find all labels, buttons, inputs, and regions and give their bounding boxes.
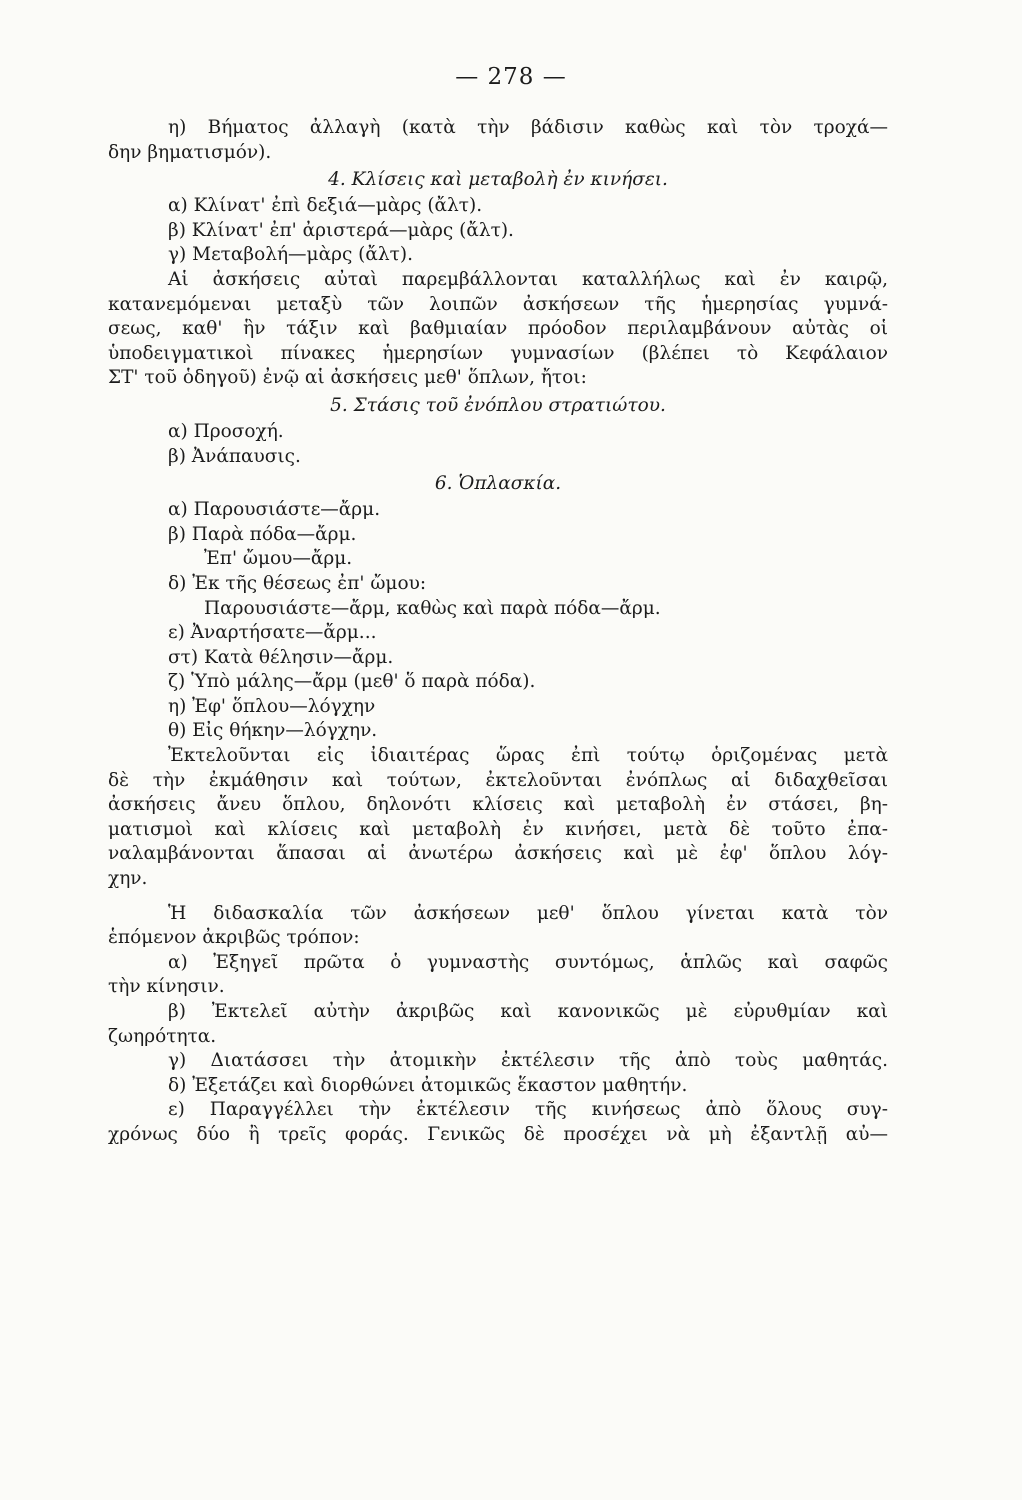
text-line: Αἱ ἀσκήσεις αὐταὶ παρεμβάλλονται καταλλήλως καὶ ἐν καιρῷ,: [168, 268, 888, 290]
text-line: ματισμοὶ καὶ κλίσεις καὶ μεταβολὴ ἐν κινήσει, μετὰ δὲ τοῦτο ἐπα-: [108, 818, 888, 840]
text-line: κατανεμόμεναι μεταξὺ τῶν λοιπῶν ἀσκήσεων τῆς ἡμερησίας γυμνά-: [108, 293, 888, 315]
text-line: δ) Ἐξετάζει καὶ διορθώνει ἀτομικῶς ἕκαστον μαθητήν.: [168, 1074, 688, 1096]
section-heading: 4. Κλίσεις καὶ μεταβολὴ ἐν κινήσει.: [328, 169, 668, 191]
text-line: ζ) Ὑπὸ μάλης—ἄρμ (μεθ' ὅ παρὰ πόδα).: [168, 671, 536, 693]
text-line: θ) Εἰς θήκην—λόγχην.: [168, 720, 378, 742]
text-line: α) Παρουσιάστε—ἄρμ.: [168, 499, 381, 521]
section-heading: 5. Στάσις τοῦ ἐνόπλου στρατιώτου.: [330, 394, 666, 416]
text-line: χρόνως δύο ἢ τρεῖς φοράς. Γενικῶς δὲ προσέχει νὰ μὴ ἐξαντλῇ αὐ—: [108, 1123, 888, 1145]
text-line: ζωηρότητα.: [108, 1025, 217, 1047]
text-line: ὑποδειγματικοὶ πίνακες ἡμερησίων γυμνασίων (βλέπει τὸ Κεφάλαιον: [108, 342, 888, 364]
text-line: ε) Παραγγέλλει τὴν ἐκτέλεσιν τῆς κινήσεως ἀπὸ ὅλους συγ-: [168, 1099, 888, 1121]
body-text: [108, 116, 888, 1148]
text-line: γ) Μεταβολή—μὰρς (ἄλτ).: [168, 244, 413, 266]
text-line: γ) Διατάσσει τὴν ἀτομικὴν ἐκτέλεσιν τῆς ἀπὸ τοὺς μαθητάς.: [168, 1050, 888, 1072]
text-line: β) Ἐκτελεῖ αὐτὴν ἀκριβῶς καὶ κανονικῶς μὲ εὐρυθμίαν καὶ: [168, 1001, 888, 1022]
text-line: β) Ἀνάπαυσις.: [168, 445, 301, 467]
text-line: χην.: [108, 868, 148, 890]
text-line: ἀσκήσεις ἄνευ ὅπλου, δηλονότι κλίσεις καὶ μεταβολὴ ἐν στάσει, βη-: [108, 794, 888, 816]
text-line: ἑπόμενον ἀκριβῶς τρόπον:: [108, 927, 360, 949]
section-heading: 6. Ὁπλασκία.: [434, 473, 562, 495]
text-line: α) Κλίνατ' ἐπὶ δεξιά—μὰρς (ἄλτ).: [168, 195, 483, 217]
text-line: ε) Ἀναρτήσατε—ἄρμ...: [168, 622, 377, 644]
text-line: α) Προσοχή.: [168, 420, 284, 442]
text-line: στ) Κατὰ θέλησιν—ἄρμ.: [168, 646, 394, 668]
text-line: Ἡ διδασκαλία τῶν ἀσκήσεων μεθ' ὅπλου γίνεται κατὰ τὸν: [168, 902, 888, 924]
text-line: δην βηματισμόν).: [108, 141, 272, 163]
text-line: η) Ἐφ' ὅπλου—λόγχην: [168, 695, 376, 717]
text-line: σεως, καθ' ἣν τάξιν καὶ βαθμιαίαν πρόοδον περιλαμβάνουν αὐτὰς οἱ: [108, 318, 888, 340]
text-line: η) Βήματος ἀλλαγὴ (κατὰ τὴν βάδισιν καθὼς καὶ τὸν τροχά—: [168, 117, 888, 138]
text-line: τὴν κίνησιν.: [108, 976, 225, 998]
text-line: δ) Ἐκ τῆς θέσεως ἐπ' ὤμου:: [168, 572, 427, 594]
text-line: Ἐκτελοῦνται εἰς ἰδιαιτέρας ὥρας ἐπὶ τούτῳ ὁριζομένας μετὰ: [168, 745, 888, 767]
text-line: δὲ τὴν ἐκμάθησιν καὶ τούτων, ἐκτελοῦνται ἐνόπλως αἱ διδαχθεῖσαι: [108, 769, 888, 791]
text-line: Παρουσιάστε—ἄρμ, καθὼς καὶ παρὰ πόδα—ἄρμ.: [204, 597, 661, 619]
paragraph-gap: [108, 892, 888, 902]
text-line: β) Κλίνατ' ἐπ' ἀριστερά—μὰρς (ἄλτ).: [168, 219, 514, 241]
text-line: ναλαμβάνονται ἅπασαι αἱ ἀνωτέρω ἀσκήσεις καὶ μὲ ἐφ' ὅπλου λόγ-: [108, 843, 888, 865]
text-line: Ἐπ' ὤμου—ἄρμ.: [204, 548, 353, 570]
page-number: — 278 —: [455, 64, 567, 90]
text-line: α) Ἐξηγεῖ πρῶτα ὁ γυμναστὴς συντόμως, ἁπλῶς καὶ σαφῶς: [168, 951, 888, 973]
text-line: ΣΤ' τοῦ ὁδηγοῦ) ἐνῷ αἱ ἀσκήσεις μεθ' ὅπλων, ἤτοι:: [108, 367, 587, 389]
text-line: β) Παρὰ πόδα—ἄρμ.: [168, 523, 357, 545]
